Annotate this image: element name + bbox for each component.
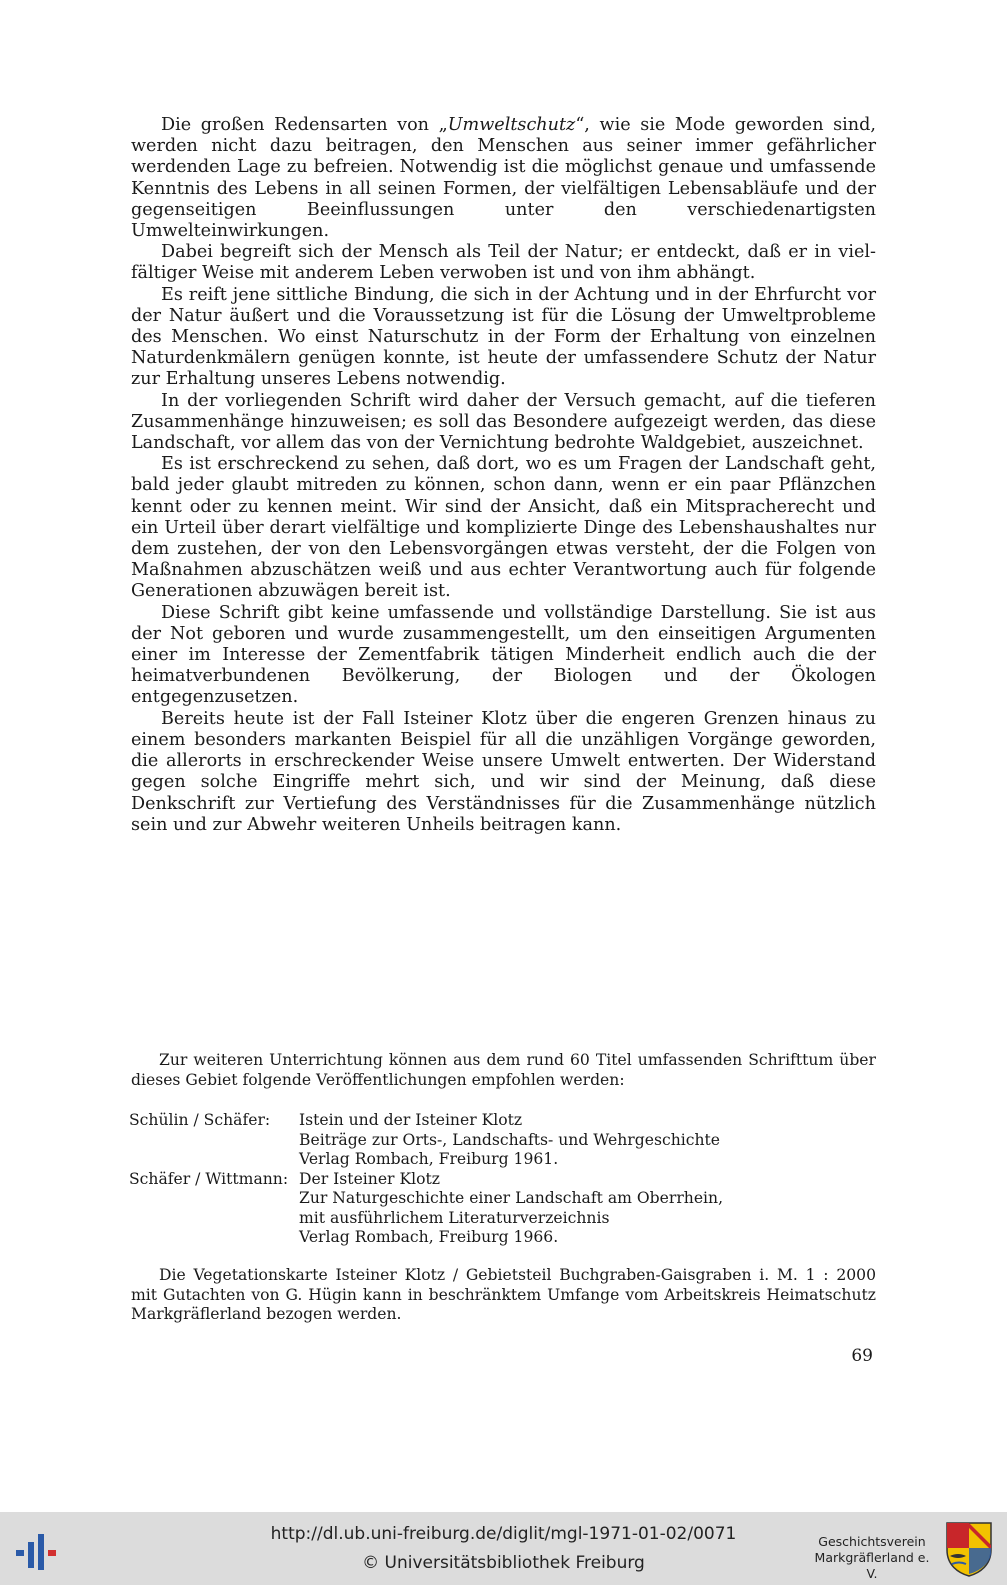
reference-line: Verlag Rombach, Freiburg 1966. xyxy=(299,1228,559,1246)
paragraph-text: Die großen Redensarten von „ xyxy=(161,115,448,135)
reference-line: Istein und der Isteiner Klotz xyxy=(299,1111,523,1129)
reference-author: Schülin / Schäfer: xyxy=(129,1111,271,1129)
reference-author: Schäfer / Wittmann: xyxy=(129,1169,289,1188)
copyright-notice: © Universitätsbibliothek Freiburg xyxy=(362,1553,645,1573)
body-paragraph xyxy=(131,391,876,455)
reference-list xyxy=(129,1111,889,1248)
body-paragraph xyxy=(131,115,876,242)
body-text xyxy=(131,115,876,836)
paragraph-text: Bereits heute ist der Fall Isteiner Klotz über die engeren Grenzen hinaus zu einem besonders markanten Beispiel für all die unzähligen Vorgänge geworden, die allerorts in erschreckender Weise unsere Umwelt entwerten. Der Widerstand gegen solche Eingriffe mehrt sich, und wir sind der Meinung, daß diese Denkschrift zur Vertiefung des Verständnisses für die Zusammenhänge nützlich sein und zur Abwehr weiteren Unheils beitragen kann. xyxy=(131,708,876,835)
map-note-text: Die Vegetationskarte Isteiner Klotz / Gebietsteil Buchgraben-Gaisgraben i. M. 1 : 2000 mit Gutachten von G. Hügin kann in beschränktem Umfange vom Arbeitskreis Heimatschutz Markgräflerland bezogen werden. xyxy=(131,1266,876,1323)
body-paragraph xyxy=(131,454,876,602)
paragraph-text: In der vorliegenden Schrift wird daher der Versuch gemacht, auf die tieferen Zusammenhänge hinzuweisen; es soll das Besondere aufgezeigt werden, das diese Landschaft, vor allem das von der Vernichtung bedrohte Waldgebiet, auszeichnet. xyxy=(131,390,876,454)
reference-entry xyxy=(129,1111,889,1170)
paragraph-text: Es ist erschreckend zu sehen, daß dort, wo es um Fragen der Landschaft geht, bald jeder glaubt mitreden zu können, schon dann, wenn er ein paar Pflänzchen kennt oder zu kennen meint. Wir sind der Ansicht, daß ein Mitspracherecht und ein Urteil über derart vielfältige und komplizierte Dinge des Lebenshaushaltes nur dem zustehen, der von den Lebensvorgängen etwas versteht, der die Folgen von Maßnahmen abzuschätzen weiß und aus echter Verantwortung auch für folgende Generationen abzuwägen bereit ist. xyxy=(131,454,876,602)
body-paragraph xyxy=(131,285,876,391)
paragraph-text: Diese Schrift gibt keine umfassende und vollständige Darstellung. Sie ist aus der Not geboren und wurde zusammengestellt, um den einseitigen Argumenten einer im Interesse der Zementfabrik tätigen Minderheit endlich auch die der heimatverbundenen Bevölkerung, der Biologen und der Ökologen entgegenzusetzen. xyxy=(131,602,876,708)
society-name xyxy=(812,1534,932,1582)
footer-bar xyxy=(0,1512,1007,1585)
emphasized-term: Umweltschutz xyxy=(447,115,576,135)
paragraph-text: “, wie sie Mode geworden sind, werden nicht dazu beitragen, den Menschen aus seiner immer gefährlicher werdenden Lage zu befreien. Notwendig ist die möglichst genaue und umfassende Kenntnis des Lebens in all seinen Formen, der vielfältigen Lebensabläufe und der gegenseitigen Beeinflussungen unter den verschiedenartigsten Umwelteinwirkungen. xyxy=(131,115,876,242)
body-paragraph xyxy=(131,242,876,284)
reference-entry xyxy=(129,1170,889,1248)
body-paragraph xyxy=(131,709,876,836)
reference-line: Zur Naturgeschichte einer Landschaft am Oberrhein, xyxy=(299,1189,724,1207)
map-note xyxy=(131,1266,876,1325)
reference-details xyxy=(299,1170,889,1248)
society-name-line2: Markgräflerland e. V. xyxy=(814,1550,930,1581)
document-url[interactable]: http://dl.ub.uni-freiburg.de/diglit/mgl-1971-01-02/0071 xyxy=(270,1524,737,1544)
coat-of-arms-icon xyxy=(944,1520,994,1578)
page-number: 69 xyxy=(851,1346,873,1366)
body-paragraph xyxy=(131,603,876,709)
reference-line: mit ausführlichem Literaturverzeichnis xyxy=(299,1208,610,1227)
literature-intro-text: Zur weiteren Unterrichtung können aus dem rund 60 Titel umfassenden Schrifttum über dieses Gebiet folgende Veröffentlichungen empfohlen werden: xyxy=(131,1051,876,1089)
reference-line: Verlag Rombach, Freiburg 1961. xyxy=(299,1150,559,1168)
paragraph-text: Es reift jene sittliche Bindung, die sich in der Achtung und in der Ehrfurcht vor der Natur äußert und die Voraussetzung ist für die Lösung der Umweltprobleme des Menschen. Wo einst Naturschutz in der Form der Erhaltung von einzelnen Naturdenkmälern genügen konnte, ist heute der umfassendere Schutz der Natur zur Erhaltung unseres Lebens notwendig. xyxy=(131,284,876,390)
reference-line: Beiträge zur Orts-, Landschafts- und Wehrgeschichte xyxy=(299,1130,720,1149)
reference-line: Der Isteiner Klotz xyxy=(299,1169,440,1188)
society-name-line1: Geschichtsverein xyxy=(818,1534,926,1549)
reference-details xyxy=(299,1111,889,1170)
paragraph-text: Dabei begreift sich der Mensch als Teil der Natur; er entdeckt, daß er in vielfältiger Weise mit anderem Leben verwoben ist und von ihm abhängt. xyxy=(131,242,876,284)
literature-intro xyxy=(131,1051,876,1090)
